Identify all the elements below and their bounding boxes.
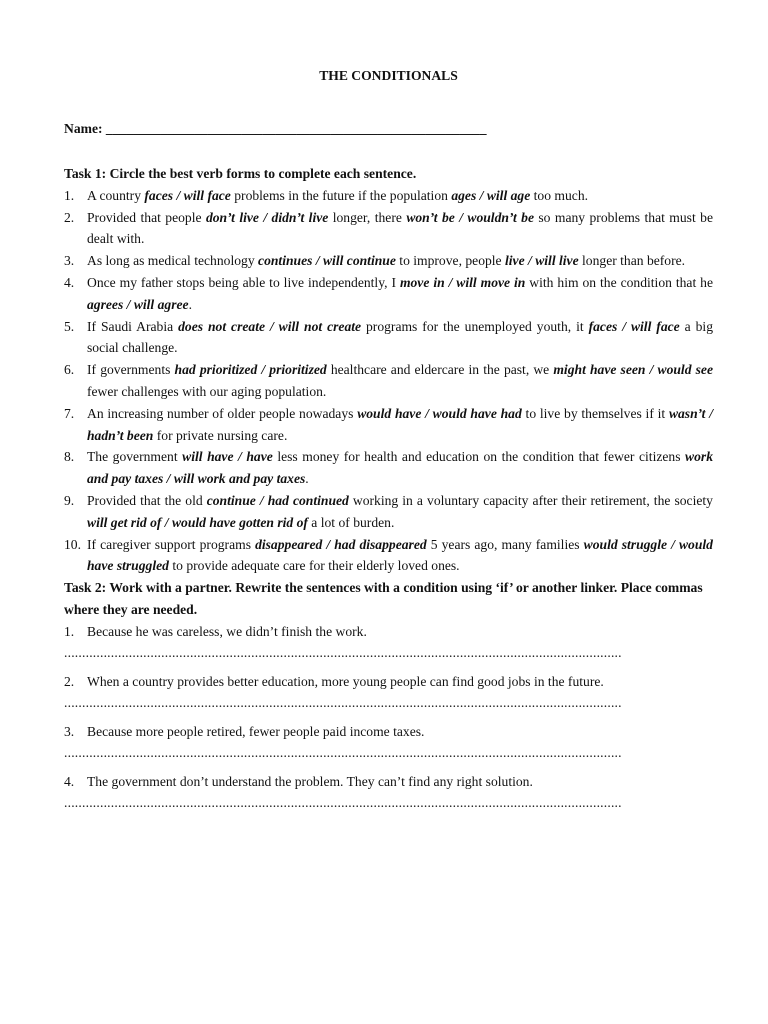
- verb-choice[interactable]: faces / will face: [588, 318, 680, 334]
- task1-item-6: [64, 359, 713, 403]
- item-text: with him on the condition that he: [525, 274, 714, 290]
- item-number: 4.: [64, 274, 75, 290]
- task2-item-4: [64, 771, 713, 792]
- item-number: 3.: [64, 723, 75, 739]
- item-text: .: [188, 296, 192, 312]
- item-number: 1.: [64, 623, 75, 639]
- answer-line-4[interactable]: ...........................................................................................................................................................: [64, 794, 622, 810]
- item-text: .: [305, 471, 309, 487]
- verb-choice[interactable]: wasn’t / hadn’t been: [87, 405, 713, 443]
- task1-item-4: [64, 272, 713, 316]
- answer-line-3[interactable]: ...........................................................................................................................................................: [64, 744, 622, 760]
- verb-choice[interactable]: does not create / will not create: [178, 318, 362, 334]
- item-number: 6.: [64, 362, 75, 378]
- task1-item-10: [64, 534, 713, 578]
- task2-item-2: [64, 671, 713, 692]
- task1-item-3: [64, 250, 713, 272]
- item-text: If Saudi Arabia: [87, 318, 179, 334]
- item-text: a big social challenge.: [87, 318, 713, 356]
- verb-choice[interactable]: won’t be / wouldn’t be: [406, 209, 534, 225]
- item-text: for private nursing care.: [153, 427, 288, 443]
- verb-choice[interactable]: will have / have: [182, 449, 273, 465]
- task2-item-1: [64, 621, 713, 642]
- verb-choice[interactable]: would struggle / would have struggled: [87, 536, 713, 574]
- item-text: Because he was careless, we didn’t finish the work.: [87, 623, 367, 639]
- item-text: to improve, people: [395, 253, 505, 269]
- answer-line-1[interactable]: ...........................................................................................................................................................: [64, 644, 622, 660]
- item-text: The government: [87, 449, 183, 465]
- item-text: working in a voluntary capacity after their retirement, the society: [348, 492, 713, 508]
- item-number: 5.: [64, 318, 75, 334]
- item-text: healthcare and eldercare in the past, we: [326, 362, 554, 378]
- verb-choice[interactable]: will get rid of / would have gotten rid of: [87, 514, 308, 530]
- item-text: The government don’t understand the problem. They can’t find any right solution.: [87, 773, 533, 789]
- task1-heading: Task 1: Circle the best verb forms to complete each sentence.: [64, 166, 417, 181]
- item-text: so many problems that must be dealt with.: [87, 209, 713, 247]
- answer-line-2[interactable]: ...........................................................................................................................................................: [64, 694, 622, 710]
- item-number: 2.: [64, 673, 75, 689]
- item-text: to live by themselves if it: [521, 405, 669, 421]
- item-number: 8.: [64, 449, 75, 465]
- verb-choice[interactable]: ages / will age: [451, 187, 531, 203]
- page-title: THE CONDITIONALS: [319, 68, 458, 83]
- item-text: problems in the future if the population: [230, 187, 452, 203]
- item-text: A country: [87, 187, 145, 203]
- task1-item-9: [64, 490, 713, 534]
- verb-choice[interactable]: work and pay taxes / will work and pay taxes: [87, 449, 713, 487]
- verb-choice[interactable]: had prioritized / prioritized: [174, 362, 327, 378]
- item-number: 1.: [64, 187, 75, 203]
- verb-choice[interactable]: continue / had continued: [206, 492, 349, 508]
- verb-choice[interactable]: would have / would have had: [357, 405, 522, 421]
- item-text: longer than before.: [578, 253, 686, 269]
- verb-choice[interactable]: move in / will move in: [399, 274, 526, 290]
- item-text: Once my father stops being able to live independently, I: [87, 274, 400, 290]
- verb-choice[interactable]: continues / will continue: [258, 253, 396, 269]
- item-number: 2.: [64, 209, 75, 225]
- item-text: a lot of burden.: [307, 514, 395, 530]
- item-text: An increasing number of older people nowadays: [87, 405, 358, 421]
- item-text: Because more people retired, fewer people paid income taxes.: [87, 723, 425, 739]
- verb-choice[interactable]: might have seen / would see: [553, 362, 713, 378]
- item-number: 10.: [64, 536, 81, 552]
- name-field-line: Name: ________________________________________________________: [64, 121, 487, 136]
- item-text: fewer challenges with our aging population.: [87, 383, 327, 399]
- item-text: When a country provides better education, more young people can find good jobs in the future.: [87, 673, 604, 689]
- item-text: to provide adequate care for their elderly loved ones.: [168, 558, 460, 574]
- item-text: too much.: [530, 187, 589, 203]
- item-text: If governments: [87, 362, 175, 378]
- task1-item-8: [64, 446, 713, 490]
- task2-section: [64, 577, 713, 813]
- verb-choice[interactable]: live / will live: [505, 253, 579, 269]
- task1-item-1: [64, 185, 713, 207]
- task1-section: [64, 163, 713, 577]
- item-number: 4.: [64, 773, 75, 789]
- item-number: 7.: [64, 405, 75, 421]
- verb-choice[interactable]: don’t live / didn’t live: [205, 209, 329, 225]
- task2-item-3: [64, 721, 713, 742]
- task1-list: [64, 185, 713, 577]
- item-text: Provided that people: [87, 209, 206, 225]
- task1-item-5: [64, 316, 713, 360]
- item-text: less money for health and education on the condition that fewer citizens: [272, 449, 686, 465]
- item-text: Provided that the old: [87, 492, 207, 508]
- verb-choice[interactable]: faces / will face: [144, 187, 231, 203]
- item-text: As long as medical technology: [87, 253, 259, 269]
- task2-list: [64, 621, 713, 813]
- item-text: 5 years ago, many families: [426, 536, 584, 552]
- item-text: If caregiver support programs: [87, 536, 256, 552]
- item-number: 3.: [64, 253, 75, 269]
- task2-heading: Task 2: Work with a partner. Rewrite the sentences with a condition using ‘if’ or another linker. Place commas where they are needed.: [64, 580, 703, 617]
- verb-choice[interactable]: disappeared / had disappeared: [255, 536, 427, 552]
- task1-item-7: [64, 403, 713, 447]
- verb-choice[interactable]: agrees / will agree: [87, 296, 189, 312]
- item-text: programs for the unemployed youth, it: [361, 318, 589, 334]
- item-text: longer, there: [328, 209, 407, 225]
- task1-item-2: [64, 207, 713, 251]
- item-number: 9.: [64, 492, 75, 508]
